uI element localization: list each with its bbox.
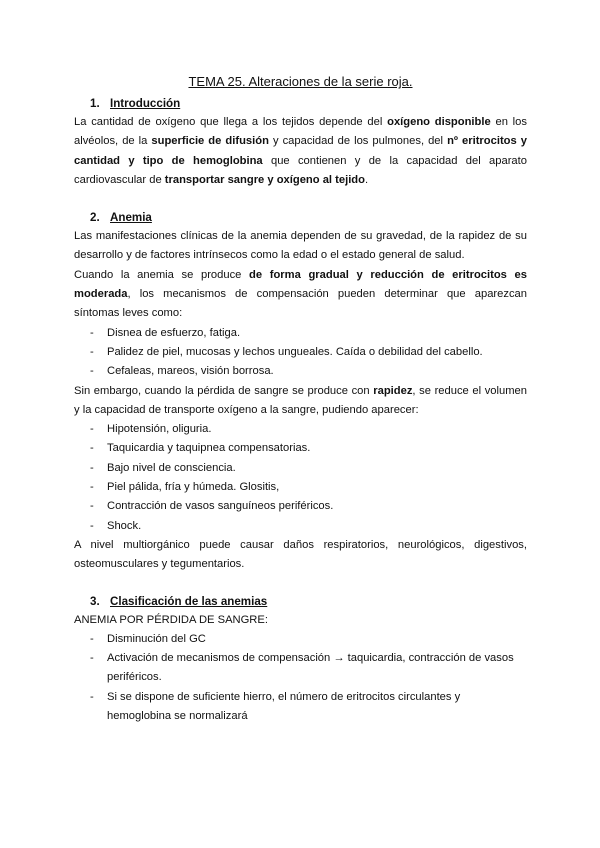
- list-item: [74, 343, 527, 362]
- list-item: [74, 497, 527, 516]
- list-item: [74, 439, 527, 458]
- bold-run: rapidez: [373, 384, 413, 397]
- text-run: y capacidad de los pulmones, del: [268, 135, 448, 148]
- dash-bullet: -: [90, 690, 94, 703]
- dash-bullet: -: [90, 461, 94, 474]
- list-item-text: Si se dispone de suficiente hierro, el número de eritrocitos circulantes y hemoglobina se normalizará: [107, 690, 461, 723]
- dash-bullet: -: [90, 345, 94, 358]
- list-item: [74, 517, 527, 536]
- list-item: [74, 324, 527, 343]
- dash-bullet: -: [90, 442, 94, 455]
- acute-symptoms-list: [74, 420, 527, 536]
- list-item: [74, 459, 527, 478]
- bold-run: superficie de difusión: [151, 135, 269, 148]
- list-item-text: Piel pálida, fría y húmeda. Glositis,: [107, 481, 280, 494]
- list-item-text: Activación de mecanismos de compensación → taquicardia, contracción de vasos periféricos.: [107, 652, 514, 684]
- anemia-paragraph-3: [74, 382, 527, 421]
- text-run: que contienen y de la capacidad del aparato cardiovascular de: [74, 154, 527, 186]
- page-title: TEMA 25. Alteraciones de la serie roja.: [188, 74, 413, 89]
- section-title: Clasificación de las anemias: [110, 594, 268, 608]
- anemia-paragraph-4: A nivel multiorgánico puede causar daños respiratorios, neurológicos, digestivos, osteomusculares y tegumentarios.: [74, 538, 527, 571]
- list-item-text: Hipotensión, oliguria.: [107, 423, 212, 436]
- section-number: 3.: [90, 594, 100, 608]
- section-title: Introducción: [110, 97, 181, 110]
- dash-bullet: -: [90, 365, 94, 378]
- text-run: Cuando la anemia se produce: [74, 268, 250, 281]
- list-item-text: Disnea de esfuerzo, fatiga.: [107, 326, 241, 339]
- list-item: [74, 649, 527, 688]
- section-title: Anemia: [110, 211, 152, 225]
- list-item: [74, 478, 527, 497]
- dash-bullet: -: [90, 481, 94, 494]
- list-item: [74, 420, 527, 439]
- list-item-text: Contracción de vasos sanguíneos periféricos.: [107, 500, 334, 513]
- section-heading-clasificacion: [90, 592, 527, 611]
- text-run: , los mecanismos de compensación pueden determinar que aparezcan síntomas leves como:: [74, 288, 527, 320]
- list-item-text: Bajo nivel de consciencia.: [107, 461, 236, 474]
- text-run: .: [364, 173, 369, 186]
- list-item-text: Disminución del GC: [107, 632, 206, 645]
- intro-paragraph: [74, 113, 527, 190]
- list-item: [74, 688, 527, 727]
- dash-bullet: -: [90, 519, 94, 532]
- anemia-paragraph-1: Las manifestaciones clínicas de la anemia dependen de su gravedad, de la rapidez de su desarrollo y de factores intrínsecos como la edad o el estado general de salud.: [74, 230, 527, 262]
- dash-bullet: -: [90, 423, 94, 436]
- dash-bullet: -: [90, 326, 94, 339]
- bold-run: nº eritrocitos y cantidad y tipo de hemoglobina: [74, 135, 527, 167]
- bold-run: de forma gradual y reducción de eritrocitos es moderada: [74, 268, 527, 301]
- subheading-blood-loss: ANEMIA POR PÉRDIDA DE SANGRE:: [74, 613, 268, 626]
- bold-run: oxígeno disponible: [387, 116, 491, 128]
- bold-run: transportar sangre y oxígeno al tejido: [164, 173, 365, 186]
- dash-bullet: -: [90, 652, 94, 665]
- list-item-text: Taquicardia y taquipnea compensatorias.: [107, 442, 311, 455]
- text-run: , se reduce el volumen y la capacidad de transporte oxígeno a la sangre, pudiendo aparecer:: [74, 384, 528, 416]
- list-item-text: Palidez de piel, mucosas y lechos ungueales. Caída o debilidad del cabello.: [107, 345, 483, 358]
- text-run: en los alvéolos, de la: [74, 116, 527, 148]
- anemia-paragraph-2: [74, 266, 527, 324]
- text-run: Sin embargo, cuando la pérdida de sangre se produce con: [74, 384, 374, 397]
- list-item-text: Cefaleas, mareos, visión borrosa.: [107, 365, 274, 378]
- list-item: [74, 362, 527, 381]
- dash-bullet: -: [90, 632, 94, 645]
- section-heading-introduccion: [90, 94, 527, 113]
- section-heading-anemia: [90, 208, 527, 227]
- list-item-text: Shock.: [107, 519, 142, 532]
- text-run: La cantidad de oxígeno que llega a los tejidos depende del: [74, 116, 388, 128]
- list-item: [74, 630, 527, 649]
- section-number: 1.: [90, 97, 100, 110]
- blood-loss-list: [74, 630, 527, 726]
- document-page: [74, 73, 527, 726]
- dash-bullet: -: [90, 500, 94, 513]
- section-number: 2.: [90, 211, 100, 225]
- mild-symptoms-list: [74, 324, 527, 382]
